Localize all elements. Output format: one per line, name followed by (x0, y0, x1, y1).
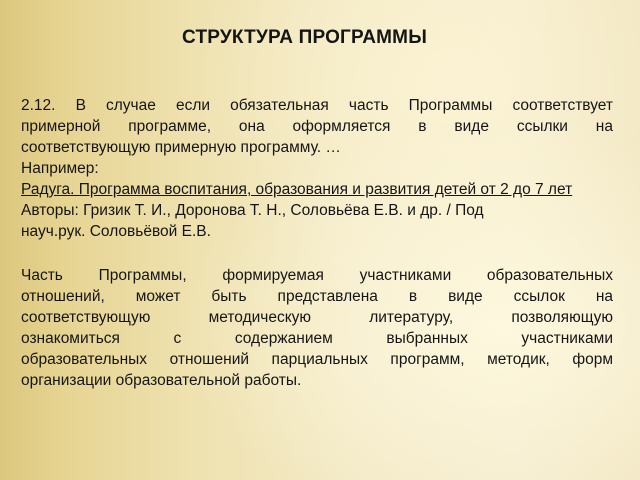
paragraph2-line: отношений, может быть представлена в виде ссылок на (21, 288, 613, 305)
paragraph2-line: образовательных отношений парциальных программ, методик, форм (21, 351, 613, 368)
example-label: Например: (21, 160, 99, 177)
slide-title: СТРУКТУРА ПРОГРАММЫ (182, 27, 428, 48)
paragraph1-line: примерной программе, она оформляется в виде ссылки на (21, 118, 613, 135)
paragraph1-line: соответствующую примерную программу. … (21, 139, 341, 156)
paragraph2-line: соответствующую методическую литературу, позволяющую (21, 309, 613, 326)
paragraph1-line: 2.12. В случае если обязательная часть Программы соответствует (21, 97, 613, 114)
example-link[interactable]: Радуга. Программа воспитания, образования и развития детей от 2 до 7 лет (21, 181, 573, 198)
paragraph2-line: ознакомиться с содержанием выбранных участниками (21, 330, 613, 347)
paragraph2-line: Часть Программы, формируемая участниками образовательных (21, 267, 613, 284)
authors-line: науч.рук. Соловьёвой Е.В. (21, 223, 211, 240)
paragraph2-line: организации образовательной работы. (21, 372, 302, 389)
authors-line: Авторы: Гризик Т. И., Доронова Т. Н., Соловьёва Е.В. и др. / Под (21, 202, 484, 219)
